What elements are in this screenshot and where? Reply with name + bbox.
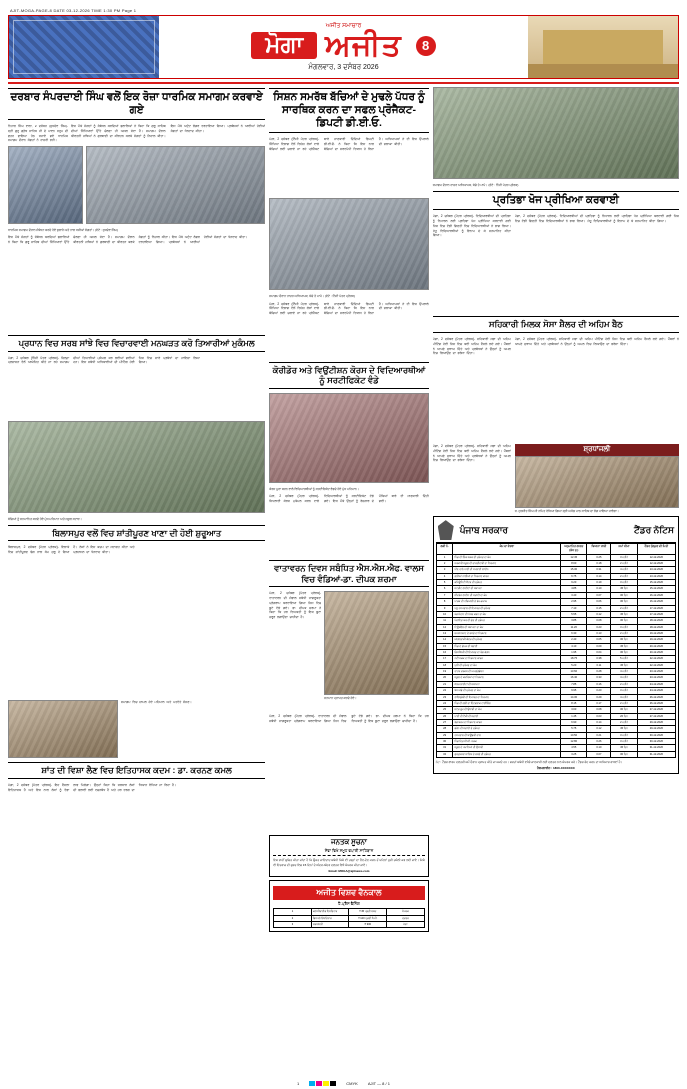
tender-cell: 15 [436,643,453,649]
tender-cell: 0.10 [587,745,611,751]
tender-cell: 12 [436,624,453,630]
tender-cell: ਪੀਣ ਵਾਲੇ ਪਾਣੀ ਦੀ ਸਪਲਾਈ ਲਾਈਨ [453,567,561,573]
tender-cell: 2 [436,560,453,566]
tender-cell: ਵਾਟਰ ਵਰਕਸ ਦੀ ਅਪਗ੍ਰੇਡੇਸ਼ਨ [453,669,561,675]
tender-cell: 0.21 [587,732,611,738]
tender-cell: ਬੱਸ ਅੱਡੇ ਦੀ ਮੁਰੰਮਤ ਦਾ ਕੰਮ [453,688,561,694]
caption-certificate: ਕੋਰਸ ਪੂਰਾ ਕਰਨ ਵਾਲੇ ਵਿਦਿਆਰਥੀਆਂ ਨੂੰ ਸਰਟੀਫਿਕੇਟ ਵੰਡਦੇ ਹੋਏ ਮੁੱਖ ਮਹਿਮਾਨ। [269,486,359,491]
tender-cell: 2 ਮਹੀਨੇ [611,719,637,725]
tender-cell: 23 [436,694,453,700]
tender-cell: 11 [436,618,453,624]
tender-cell: 2.40 [561,637,587,643]
tender-cell: 27 [436,719,453,725]
tender-cell: 27-12-2026 [637,713,675,719]
public-notice-email[interactable]: Email: MOGA@ajitnews.com [328,868,370,873]
page-body [8,87,679,932]
masthead-date: ਮੰਗਲਵਾਰ, 3 ਦਸੰਬਰ 2026 [308,63,379,71]
tender-cell: 1.45 [561,713,587,719]
rate-card-cell: ਡਿਸਪਲੇ ਇਸ਼ਤਿਹਾਰ [311,915,349,921]
tender-cell: ਪਿੰਡ ਵਿਚ ਸੀ.ਸੀ. ਸੜਕ [453,739,561,745]
tender-cell: 0.26 [587,739,611,745]
tender-column-header-0: ਲੜੀ ਨੰ. [436,544,453,555]
tender-cell: 13.60 [561,669,587,675]
column-right [433,87,679,932]
tender-cell: 0.08 [587,618,611,624]
bottom-left-mark: 1 [297,1080,300,1086]
photo-felicitation [324,591,429,695]
tender-cell: 3 ਮਹੀਨੇ [611,580,637,586]
tender-cell: 13-12-2026 [637,573,675,579]
caption-obituary: ਸ. ਸੁਰਜੀਤ ਸਿੰਘ ਜੀ ਨਮਿਤ ਰੱਖਿਆ ਗਿਆ ਸ਼੍ਰੀ ਅਖੰਡ ਪਾਠ ਸਾਹਿਬ ਦਾ ਭੋਗ ਪਾਇਆ ਜਾਵੇਗਾ। [514,508,619,513]
tender-cell: 14 [436,637,453,643]
tender-cell: ਗਲੀਆਂ ਨਾਲੀਆਂ ਦਾ ਨਿਰਮਾਣ ਕਾਰਜ [453,573,561,579]
tender-cell: 2 ਮਹੀਨੇ [611,560,637,566]
tender-cell: ਨਵੀਂ ਸੜਕ ਦਾ ਨਿਰਮਾਣ ਕਾਰਜ [453,656,561,662]
tender-cell: 1 [436,554,453,560]
tender-cell: 4.55 [561,745,587,751]
tender-cell: 0.16 [587,681,611,687]
tender-cell: 0.17 [587,700,611,706]
tender-cell: 0.23 [587,624,611,630]
print-metadata-text: AJIT-MOGA-PAGE-8 DATE 03-12-2026 TIME 1:30 PM Page 1 [10,8,137,13]
tender-cell: 9.20 [561,580,587,586]
tender-cell: ਸਕੂਲ ਦੇ ਕਮਰਿਆਂ ਦਾ ਨਿਰਮਾਣ [453,675,561,681]
tender-cell: 23-12-2026 [637,669,675,675]
tender-cell: 2 ਮਹੀਨੇ [611,700,637,706]
tender-cell: 45 ਦਿਨ [611,726,637,732]
caption-darbar: ਧਾਰਮਿਕ ਸਮਾਗਮ ਦੌਰਾਨ ਸੰਬੋਧਨ ਕਰਦੇ ਹੋਏ ਬੁਲਾਰੇ ਅਤੇ ਨਾਲ ਖੜੀਆਂ ਸੰਗਤਾਂ। (ਫੋਟੋ : ਸੁਖਦੇਵ ਸਿੰਘ) [8,227,118,232]
tender-column-header-2: ਅਨੁਮਾਨਿਤ ਲਾਗਤ (ਲੱਖ ਰੁ.) [561,544,587,555]
headline-sishan-story: ਸਿਸ਼ਨ ਸਮਰੱਥ ਬੱਚਿਆਂ ਦੇ ਮੁਢਲੇ ਪੱਧਰ ਨੂੰ ਸਾਰਥਿਕ ਕਰਨ ਦਾ ਸਫਲ ਪ੍ਰੋਜੈਕਟ-ਡਿਪਟੀ ਡੀ.ਈ.ਓ. [269,88,429,133]
corridor-body-text: ਮੋਗਾ, 2 ਦਸੰਬਰ (ਪੱਤਰ ਪ੍ਰੇਰਕ)- ਸਿਖਲਾਈ ਕੋਰਸ ਮੁਕੰਮਲ ਕਰਨ ਵਾਲੇ ਵਿਦਿਆਰਥੀਆਂ ਨੂੰ ਸਰਟੀਫਿਕੇਟ ਵੰਡੇ ਗਏ। ਇਸ ਮੌਕੇ ਉਨ੍ਹਾਂ ਨੂੰ ਰੋਜ਼ਗਾਰ ਦੇ ਮੌਕਿਆਂ ਬਾਰੇ ਵੀ ਜਾਣਕਾਰੀ ਦਿੱਤੀ ਗਈ। [269,493,429,503]
tender-cell: 18-12-2026 [637,624,675,630]
rate-card-cell: 3 [274,921,312,927]
tender-footer-note: ਨੋਟ : ਟੈਂਡਰ ਫਾਰਮ ਦਫ਼ਤਰੀ ਸਮੇਂ ਦੌਰਾਨ ਪ੍ਰਾਪਤ ਕੀਤੇ ਜਾ ਸਕਦੇ ਹਨ। ਸ਼ਰਤਾਂ ਸਬੰਧੀ ਵਧੇਰੇ ਜਾਣਕਾਰੀ ਲਈ ਦਫ਼ਤਰ ਨਾਲ ਸੰਪਰਕ ਕਰੋ। ਟੈਂਡਰ ਰੱਦ ਕਰਨ ਦਾ ਅਧਿਕਾਰ ਰਾਖਵਾਂ ਹੈ। [435,760,623,765]
tender-cell: ਪੁਲੀ ਦੀ ਮੁਰੰਮਤ ਦਾ ਕੰਮ [453,662,561,668]
rate-card-ad [269,880,429,932]
tender-cell: 3 ਮਹੀਨੇ [611,688,637,694]
rate-card-cell: ਸ਼ਰਧਾਂਜਲੀ [311,921,349,927]
headline-pradhan-story: ਪ੍ਰਧਾਨ ਵਿਚ ਸਰਬ ਸਾਂਝੇ ਵਿਚ ਵਿਚਾਰਵਾਈ ਮਨਘੜਤ ਕਰੋ ਤਿਆਰੀਆਂ ਮੁਕੰਮਲ [8,335,265,352]
tender-cell: 22-12-2026 [637,662,675,668]
notice-divider [273,855,425,856]
pradhan-body-text: ਮੋਗਾ, 2 ਦਸੰਬਰ (ਨਿੱਜੀ ਪੱਤਰ ਪ੍ਰੇਰਕ)- ਜ਼ਿਲ੍ਹਾ ਪ੍ਰਸ਼ਾਸਨ ਵੱਲੋਂ ਆਯੋਜਿਤ ਕੀਤੇ ਜਾ ਰਹੇ ਸਮਾਗਮ ਦੀਆਂ ਤਿਆਰੀਆਂ ਮੁਕੰਮਲ ਕਰ ਲਈਆਂ ਗਈਆਂ ਹਨ। ਇਸ ਸਬੰਧੀ ਅਧਿਕਾਰੀਆਂ ਦੀ ਮੀਟਿੰਗ ਹੋਈ ਜਿਸ ਵਿਚ ਸਾਰੇ ਪ੍ਰਬੰਧਾਂ ਦਾ ਜਾਇਜ਼ਾ ਲਿਆ ਗਿਆ। [8,355,200,365]
tender-cell: 0.10 [587,586,611,592]
tender-cell: 0.07 [587,592,611,598]
tender-cell: ਪਾਰਕ ਦੀ ਹਰਿਆਲੀ ਤੇ ਰੱਖ-ਰਖਾਅ [453,599,561,605]
tender-cell: 29-12-2026 [637,719,675,725]
tender-cell: 0.12 [587,726,611,732]
print-metadata-strip [8,6,679,15]
tender-cell: 26-12-2026 [637,694,675,700]
tender-cell: 0.11 [587,662,611,668]
table-row [436,751,675,757]
tender-cell: 9.95 [561,688,587,694]
tender-cell: 31-12-2026 [637,745,675,751]
caption-school-hall: ਸਮਾਗਮ ਦੌਰਾਨ ਹਾਜ਼ਰ ਅਧਿਆਪਕ, ਬੱਚੇ ਤੇ ਮਾਪੇ। (ਫੋਟੋ : ਨਿੱਜੀ ਪੱਤਰ ਪ੍ਰੇਰਕ) [269,294,355,299]
tender-cell: 0.19 [587,580,611,586]
tender-cell: 3.25 [561,751,587,757]
tender-cell: 0.14 [587,573,611,579]
masthead-top-line: ਅਜੀਤ ਸਮਾਚਾਰ [325,22,362,29]
tender-cell: 30 [436,739,453,745]
tender-cell: 0.33 [587,675,611,681]
tender-column-header-3: ਬਿਆਨਾ ਰਾਸ਼ੀ [587,544,611,555]
column-middle [269,87,429,932]
tender-cell: 29-12-2026 [637,726,675,732]
caption-group-outdoor: ਬੱਚਿਆਂ ਨੂੰ ਸਨਮਾਨਿਤ ਕਰਦੇ ਹੋਏ ਮੁੱਖ ਮਹਿਮਾਨ ਅਤੇ ਸਕੂਲ ਸਟਾਫ। [8,516,82,521]
masthead-center [159,16,528,78]
masthead [8,15,679,79]
tender-cell: 30-12-2026 [637,732,675,738]
tender-column-header-1: ਕੰਮ ਦਾ ਵੇਰਵਾ [453,544,561,555]
shant-body-text: ਮੋਗਾ, 2 ਦਸੰਬਰ (ਪੱਤਰ ਪ੍ਰੇਰਕ)- ਇਹ ਫੈਸਲਾ ਇਤਿਹਾਸਕ ਹੈ ਅਤੇ ਇਸ ਨਾਲ ਲੋਕਾਂ ਨੂੰ ਵੱਡਾ ਲਾਭ ਮਿਲੇਗਾ। ਉਨ੍ਹਾਂ ਕਿਹਾ ਕਿ ਸਰਕਾਰ ਲੋਕਾਂ ਦੀ ਭਲਾਈ ਲਈ ਵਚਨਬੱਧ ਹੈ ਅਤੇ ਹਰ ਵਰਗ ਦਾ ਧਿਆਨ ਰੱਖਿਆ ਜਾ ਰਿਹਾ ਹੈ। [8,783,177,792]
tender-column-header-5: ਟੈਂਡਰ ਖੁੱਲ੍ਹਣ ਦੀ ਮਿਤੀ [637,544,675,555]
tender-cell: 31 [436,745,453,751]
tender-cell: 17-12-2026 [637,605,675,611]
environment-body-text-2: ਮੋਗਾ, 2 ਦਸੰਬਰ (ਪੱਤਰ ਪ੍ਰੇਰਕ)- ਵਾਤਾਵਰਨ ਦੀ ਸੰਭਾਲ ਸਬੰਧੀ ਜਾਗਰੂਕਤਾ ਪ੍ਰੋਗਰਾਮ ਕਰਵਾਇਆ ਗਿਆ ਜਿਸ ਵਿਚ ਬੂਟੇ ਵੰਡੇ ਗਏ। ਡਾ. ਦੀਪਕ ਸ਼ਰਮਾ ਨੇ ਕਿਹਾ ਕਿ ਹਰ ਵਿਅਕਤੀ ਨੂੰ ਇਕ ਬੂਟਾ ਜ਼ਰੂਰ ਲਗਾਉਣਾ ਚਾਹੀਦਾ ਹੈ। [269,714,429,724]
tender-cell: 0.09 [587,643,611,649]
tender-cell: 20-12-2026 [637,643,675,649]
tender-cell: 3 [436,567,453,573]
tender-cell: 15.30 [561,567,587,573]
rate-card-sub: ਹੈ-ਪ੍ਰੈਸ ਵੈਨਿੰਗ [338,901,360,907]
tender-cell: 16 [436,650,453,656]
tender-cell: 6.75 [561,573,587,579]
tender-cell: ਡਿਸਪੈਂਸਰੀ ਦੀ ਇਮਾਰਤ ਦਾ ਰੰਗ-ਰੋਗਨ [453,650,561,656]
list-item [274,921,425,927]
tender-cell: 24-12-2026 [637,681,675,687]
tender-government-label: ਪੰਜਾਬ ਸਰਕਾਰ [459,524,508,535]
tender-cell: 14.30 [561,694,587,700]
press-bottom-strip [0,1077,687,1089]
tender-cell: 30 ਦਿਨ [611,637,637,643]
tender-notice-label: ਟੈਂਡਰ ਨੋਟਿਸ [633,524,674,535]
rate-card-cell: ਦਫ਼ਤਰ [387,915,425,921]
tender-cell: 8.60 [561,560,587,566]
tender-cell: 0.08 [587,707,611,713]
left-filler-text: ਮੋਗਾ, 2 ਦਸੰਬਰ (ਪੱਤਰ ਪ੍ਰੇਰਕ)- ਸਹਿਕਾਰੀ ਸਭਾ ਦੀ ਅਹਿਮ ਮੀਟਿੰਗ ਹੋਈ ਜਿਸ ਵਿਚ ਕਈ ਅਹਿਮ ਫੈਸਲੇ ਲਏ ਗਏ। ਮੈਂਬਰਾਂ ਨੇ ਆਪਣੇ ਸੁਝਾਅ ਦਿੱਤੇ ਅਤੇ ਪ੍ਰਬੰਧਕਾਂ ਨੇ ਉਨ੍ਹਾਂ ਨੂੰ ਅਮਲ ਵਿਚ ਲਿਆਉਣ ਦਾ ਭਰੋਸਾ ਦਿੱਤਾ। [432,443,511,463]
tender-cell: 3.85 [561,618,587,624]
photo-speaker [8,146,83,224]
tender-cell: ਪਿੰਡ ਦੀ ਗਲੀ ਦਾ ਇੰਟਰਲਾਕ ਟਾਈਲਿੰਗ [453,700,561,706]
tender-cell: ਹਸਪਤਾਲ ਦੀ ਬਾਊਂਡਰੀ ਵਾਲ [453,732,561,738]
tender-cell: 15-12-2026 [637,580,675,586]
tender-cell: 10 [436,611,453,617]
tender-cell: 30 ਦਿਨ [611,751,637,757]
environment-body-text: ਮੋਗਾ, 2 ਦਸੰਬਰ (ਪੱਤਰ ਪ੍ਰੇਰਕ)- ਵਾਤਾਵਰਨ ਦੀ ਸੰਭਾਲ ਸਬੰਧੀ ਜਾਗਰੂਕਤਾ ਪ੍ਰੋਗਰਾਮ ਕਰਵਾਇਆ ਗਿਆ ਜਿਸ ਵਿਚ ਬੂਟੇ ਵੰਡੇ ਗਏ। ਡਾ. ਦੀਪਕ ਸ਼ਰਮਾ ਨੇ ਕਿਹਾ ਕਿ ਹਰ ਵਿਅਕਤੀ ਨੂੰ ਇਕ ਬੂਟਾ ਜ਼ਰੂਰ ਲਗਾਉਣਾ ਚਾਹੀਦਾ ਹੈ। [269,591,322,620]
tender-cell: 12-12-2026 [637,560,675,566]
tender-cell: ਟਿਊਬਵੈੱਲ ਦੀ ਸਥਾਪਨਾ ਦਾ ਕੰਮ [453,624,561,630]
tender-cell: 20 ਦਿਨ [611,713,637,719]
masthead-right-illustration [528,16,678,78]
tender-cell: 20-12-2026 [637,650,675,656]
public-notice-title: ਜਨਤਕ ਸੂਚਨਾ [331,839,367,847]
tender-cell: 32 [436,751,453,757]
tender-cell: 30 ਦਿਨ [611,592,637,598]
tender-cell: 4 ਮਹੀਨੇ [611,694,637,700]
darbar-byline: ਨਿਹਾਲ ਸਿੰਘ ਵਾਲਾ, 2 ਦਸੰਬਰ (ਸੁਖਦੇਵ ਸਿੰਘ)- ਸ੍ਰੀ ਗੁਰੂ ਗ੍ਰੰਥ ਸਾਹਿਬ ਜੀ ਦੇ ਪਾਵਨ ਸਰੂਪ ਦੀ ਛਤਰ ਛਾਇਆ ਹੇਠ ਸਜਾਏ ਗਏ ਧਾਰਮਿਕ ਸਮਾਗਮ ਦੌਰਾਨ ਸੰਗਤਾਂ ਨੇ ਹਾਜ਼ਰੀ ਭਰੀ। [8,124,68,143]
rate-card-cell: ₹ 120 ਪ੍ਰਤੀ ਸੈ.ਮੀ. [349,915,387,921]
tender-cell: 16.40 [561,675,587,681]
tender-cell: 22 [436,688,453,694]
photo-school-hall [269,198,429,290]
tender-cell: ਸ਼ਮਸ਼ਾਨਘਾਟ ਦੇ ਰਸਤੇ ਦਾ ਨਿਰਮਾਣ [453,630,561,636]
tender-cell: 19-12-2026 [637,637,675,643]
tender-cell: 3.60 [561,707,587,713]
tender-cell: ਸੀਵਰੇਜ ਲਾਈਨ ਦੀ ਸਫ਼ਾਈ ਦਾ ਕੰਮ [453,592,561,598]
tender-cell: 26-12-2026 [637,700,675,706]
tender-cell: 9 [436,605,453,611]
photo-indoor-meeting [8,700,118,758]
headline-environment-story: ਵਾਤਾਵਰਨ ਦਿਵਸ ਸਬੰਧਿਤ ਐਸ.ਐਸ.ਐਫ. ਵਾਲਸ ਵਿਚ ਵੰਡਿਆਂ-ਡਾ. ਦੀਪਕ ਸ਼ਰਮਾ [269,560,429,587]
tender-cell: 12.45 [561,554,587,560]
government-emblem-icon [438,520,454,540]
tender-cell: 2.95 [561,599,587,605]
tender-cell: 30 ਦਿਨ [611,618,637,624]
tender-cell: 45 ਦਿਨ [611,745,637,751]
rate-card-table [273,908,425,928]
tender-cell: 13-12-2026 [637,567,675,573]
tender-cell: ਪਿੰਡ ਦੇ ਛੱਪੜ ਦੀ ਸਫ਼ਾਈ [453,643,561,649]
tender-cell: 29 [436,732,453,738]
tender-cell: ਸਕੂਲ ਦੇ ਪਖਾਨਿਆਂ ਦੀ ਉਸਾਰੀ [453,745,561,751]
tender-cell: ਗੁਰਦੁਆਰਾ ਸਾਹਿਬ ਦੇ ਰਸਤੇ ਦੀ ਮੁਰੰਮਤ [453,751,561,757]
rate-card-cell: 2 [274,915,312,921]
tender-cell: 4.85 [561,586,587,592]
tender-cell: 18.75 [561,656,587,662]
tender-cell: 30 ਦਿਨ [611,707,637,713]
tender-cell: 2 ਮਹੀਨੇ [611,573,637,579]
tender-cell: 10.50 [561,732,587,738]
tender-cell: 2 ਮਹੀਨੇ [611,681,637,687]
tender-cell: 5 ਮਹੀਨੇ [611,656,637,662]
rate-card-cell: ₹ 900 [349,921,387,927]
tender-column-header-4: ਸਮਾਂ ਸੀਮਾ [611,544,637,555]
photo-obituary-portrait [515,456,679,508]
tender-cell: 0.07 [587,751,611,757]
tender-cell: 0.03 [587,713,611,719]
tender-cell: 6.90 [561,719,587,725]
tender-cell: 0.15 [587,605,611,611]
rate-card-cell: ਕਲਾਸੀਫਾਈਡ ਇਸ਼ਤਿਹਾਰ [311,909,349,915]
masthead-divider [8,82,679,84]
tender-cell: 18-12-2026 [637,618,675,624]
tender-cell: 25 [436,707,453,713]
tender-helpline: ਹੈਲਪਲਾਈਨ : 1800-XXXXXXX [537,766,575,771]
tender-cell: ਲਾਇਬ੍ਰੇਰੀ ਦੀ ਇਮਾਰਤ ਦਾ ਨਿਰਮਾਣ [453,694,561,700]
tender-cell: 12-12-2026 [637,554,675,560]
tender-cell: 16-12-2026 [637,599,675,605]
tender-cell: 31-12-2026 [637,751,675,757]
headline-pratibha-story: ਪ੍ਰਤਿਭਾ ਖੋਜ ਪ੍ਰੀਖਿਆ ਕਰਵਾਈ [433,191,679,210]
temple-base-graphic [528,64,678,78]
tender-cell: 0.18 [587,560,611,566]
tender-table [436,543,676,758]
tender-cell: 45 ਦਿਨ [611,586,637,592]
tender-cell: 19-12-2026 [637,630,675,636]
masthead-title-wrap [251,28,435,62]
tender-cell: 4 ਮਹੀਨੇ [611,675,637,681]
column-left [8,87,265,932]
headline-corridor-story: ਕੋਰੀਡੋਰ ਅਤੇ ਵਿਉਂਟੀਸ਼ਨ ਕੋਰਸ ਦੇ ਵਿਦਿਆਰਥੀਆਂ ਨੂੰ ਸਰਟੀਫਿਕੇਟ ਵੰਡੇ [269,362,429,389]
tender-cell: 0.13 [587,630,611,636]
tender-cell: 13 [436,630,453,636]
tender-cell: 30-12-2026 [637,739,675,745]
tender-cell: 45 ਦਿਨ [611,662,637,668]
rate-card-cell: ਮੋਗਾ [387,921,425,927]
tender-cell: 2 ਮਹੀਨੇ [611,630,637,636]
tender-cell: 7.10 [561,605,587,611]
sishan-body-text: ਮੋਗਾ, 2 ਦਸੰਬਰ (ਨਿੱਜੀ ਪੱਤਰ ਪ੍ਰੇਰਕ)- ਸਿੱਖਿਆ ਵਿਭਾਗ ਵੱਲੋਂ ਵਿਸ਼ੇਸ਼ ਲੋੜਾਂ ਵਾਲੇ ਬੱਚਿਆਂ ਲਈ ਚਲਾਏ ਜਾ ਰਹੇ ਪ੍ਰੋਜੈਕਟ ਬਾਰੇ ਜਾਣਕਾਰੀ ਦਿੰਦਿਆਂ ਡਿਪਟੀ ਡੀ.ਈ.ਓ. ਨੇ ਕਿਹਾ ਕਿ ਇਸ ਨਾਲ ਬੱਚਿਆਂ ਦਾ ਸਰਵਪੱਖੀ ਵਿਕਾਸ ਹੋ ਰਿਹਾ ਹੈ। ਅਧਿਆਪਕਾਂ ਨੇ ਵੀ ਇਸ ਉਪਰਾਲੇ ਦੀ ਸ਼ਲਾਘਾ ਕੀਤੀ। [269,137,429,151]
tender-cell: 22-12-2026 [637,656,675,662]
tender-cell: ਆਂਗਣਵਾੜੀ ਕੇਂਦਰ ਦੀ ਮੁਰੰਮਤ [453,637,561,643]
tender-cell: 7.85 [561,681,587,687]
headline-milk-society-story: ਸਹਿਕਾਰੀ ਮਿਲਕ ਸੋਸਾ ਸ਼ੈਲਰ ਦੀ ਅਹਿਮ ਬੈਠ [433,316,679,333]
tender-cell: 0.20 [587,688,611,694]
rate-card-cell: ₹ 45 ਪ੍ਰਤੀ ਸ਼ਬਦ [349,909,387,915]
tender-cell: 0.25 [587,554,611,560]
cmyk-registration-icon [309,1081,336,1086]
caption-felicitation: ਸਨਮਾਨ ਪ੍ਰਾਪਤ ਕਰਦੇ ਹੋਏ। [324,696,357,701]
tender-cell: 5.75 [561,726,587,732]
photo-congregation [86,146,265,224]
tender-cell: ਸਟੋਰ ਰੂਮ ਦੀ ਉਸਾਰੀ ਦਾ ਕੰਮ [453,707,561,713]
tender-cell: 1.95 [561,650,587,656]
tender-cell: ਸਰਕਾਰੀ ਸਕੂਲ ਦੀ ਚਾਰਦੀਵਾਰੀ ਦਾ ਨਿਰਮਾਣ [453,560,561,566]
tender-cell: 28 [436,726,453,732]
tender-cell: ਕਮਿਊਨਿਟੀ ਸੈਂਟਰ ਦੀ ਮੁਰੰਮਤ [453,580,561,586]
tender-cell: ਪੰਚਾਇਤ ਘਰ ਦੀ ਛੱਤ ਦੀ ਮੁਰੰਮਤ [453,618,561,624]
bottom-right-mark: AJIT — 8 / 1 [367,1080,390,1086]
tender-cell: 45 ਦਿਨ [611,643,637,649]
tender-cell: 45 ਦਿਨ [611,611,637,617]
tender-cell: 17-12-2026 [637,611,675,617]
tender-cell: 26 [436,713,453,719]
tender-cell: 16-12-2026 [637,592,675,598]
tender-cell: ਰੋਡ ਬਰਮ ਦਾ ਨਿਰਮਾਣ ਕਾਰਜ [453,719,561,725]
tender-cell: 5.55 [561,611,587,617]
rate-card-cell: 1 [274,909,312,915]
tender-cell: 27-12-2026 [637,707,675,713]
tender-cell: 0.05 [587,637,611,643]
tender-cell: 5 [436,580,453,586]
tender-cell: 21 [436,681,453,687]
tender-cell: 0.38 [587,656,611,662]
headline-darbar-story: ਦਰਬਾਰ ਸੰਪਰਦਾਈ ਸਿੰਘ ਵਲੋਂ ਇਕ ਰੋਜ਼ਾ ਧਾਰਮਿਕ ਸਮਾਗਮ ਕਰਵਾਏ ਗਏ [8,88,265,120]
tender-cell: 3.40 [561,592,587,598]
tender-cell: 0.06 [587,599,611,605]
photo-top-right-event [433,87,679,179]
tender-cell: 6 [436,586,453,592]
tender-cell: 7 [436,592,453,598]
masthead-left-ornament [9,16,159,78]
tender-cell: 3 ਮਹੀਨੇ [611,554,637,560]
rate-card-cell: ਸੰਪਰਕ [387,909,425,915]
tender-cell: 0.28 [587,669,611,675]
tender-cell: 20 [436,675,453,681]
tender-cell: 8 [436,599,453,605]
public-notice-subtitle: ਸੇਵਾ ਵਿਖੇ ਸਮੂਹ ਵਪਾਰੀ ਸਾਹਿਬਾਨ [324,848,374,854]
pratibha-body-text-2: ਮੋਗਾ, 2 ਦਸੰਬਰ (ਪੱਤਰ ਪ੍ਰੇਰਕ)- ਵਿਦਿਆਰਥੀਆਂ ਦੀ ਪ੍ਰਤਿਭਾ ਨੂੰ ਨਿਖਾਰਨ ਲਈ ਪ੍ਰਤਿਭਾ ਖੋਜ ਪ੍ਰੀਖਿਆ ਕਰਵਾਈ ਗਈ ਜਿਸ ਵਿਚ ਵੱਡੀ ਗਿਣਤੀ ਵਿਚ ਵਿਦਿਆਰਥੀਆਂ ਨੇ ਭਾਗ ਲਿਆ। ਜੇਤੂ ਵਿਦਿਆਰਥੀਆਂ ਨੂੰ ਇਨਾਮ ਦੇ ਕੇ ਸਨਮਾਨਿਤ ਕੀਤਾ ਗਿਆ। [514,214,679,224]
obituary-banner: ਸ਼੍ਰਧਾਂਜਲੀ [515,444,679,456]
tender-cell: 12.80 [561,739,587,745]
tender-cell: 4 ਮਹੀਨੇ [611,567,637,573]
tender-cell: 4.10 [561,643,587,649]
milk-society-body-text-2: ਮੋਗਾ, 2 ਦਸੰਬਰ (ਪੱਤਰ ਪ੍ਰੇਰਕ)- ਸਹਿਕਾਰੀ ਸਭਾ ਦੀ ਅਹਿਮ ਮੀਟਿੰਗ ਹੋਈ ਜਿਸ ਵਿਚ ਕਈ ਅਹਿਮ ਫੈਸਲੇ ਲਏ ਗਏ। ਮੈਂਬਰਾਂ ਨੇ ਆਪਣੇ ਸੁਝਾਅ ਦਿੱਤੇ ਅਤੇ ਪ੍ਰਬੰਧਕਾਂ ਨੇ ਉਨ੍ਹਾਂ ਨੂੰ ਅਮਲ ਵਿਚ ਲਿਆਉਣ ਦਾ ਭਰੋਸਾ ਦਿੱਤਾ। [514,336,679,346]
page-number-badge: 8 [416,36,436,56]
tender-cell: 19 [436,669,453,675]
tender-cell: 30 ਦਿਨ [611,599,637,605]
tender-cell: 23-12-2026 [637,675,675,681]
tender-cell: 11.20 [561,624,587,630]
tender-cell: ਸਟਰੀਟ ਲਾਈਟਾਂ ਦੀ ਸਥਾਪਨਾ [453,586,561,592]
tender-cell: ਪਿੰਡ ਦੀ ਲਿੰਕ ਸੜਕ ਦੀ ਮੁਰੰਮਤ ਦਾ ਕੰਮ [453,554,561,560]
tender-cell: ਖੇਡ ਮੈਦਾਨ ਦੀ ਪੱਧਰ ਕਰਨ ਦਾ ਕੰਮ [453,611,561,617]
pratibha-body-text: ਮੋਗਾ, 2 ਦਸੰਬਰ (ਪੱਤਰ ਪ੍ਰੇਰਕ)- ਵਿਦਿਆਰਥੀਆਂ ਦੀ ਪ੍ਰਤਿਭਾ ਨੂੰ ਨਿਖਾਰਨ ਲਈ ਪ੍ਰਤਿਭਾ ਖੋਜ ਪ੍ਰੀਖਿਆ ਕਰਵਾਈ ਗਈ ਜਿਸ ਵਿਚ ਵੱਡੀ ਗਿਣਤੀ ਵਿਚ ਵਿਦਿਆਰਥੀਆਂ ਨੇ ਭਾਗ ਲਿਆ। ਜੇਤੂ ਵਿਦਿਆਰਥੀਆਂ ਨੂੰ ਇਨਾਮ ਦੇ ਕੇ ਸਨਮਾਨਿਤ ਕੀਤਾ ਗਿਆ। [432,214,511,238]
tender-cell: 3 ਮਹੀਨੇ [611,624,637,630]
public-notice-box [269,835,429,877]
tender-cell: 8.15 [561,700,587,706]
tender-cell: 0.14 [587,719,611,725]
tender-cell: ਸੋਲਰ ਲਾਈਟਾਂ ਦੀ ਸਥਾਪਨਾ [453,681,561,687]
tender-header [436,519,676,543]
headline-bilaspur-story: ਬਿਲਾਸਪੁਰ ਵਲੋਂ ਵਿਚ ਸ਼ਾਂਤੀਪੂਰਣ ਖਾਣਾ ਦੀ ਹੋਈ ਸ਼ੁਰੂਆਤ [8,525,265,542]
tender-cell: 24-12-2026 [637,688,675,694]
tender-cell: ਪਸ਼ੂ ਹਸਪਤਾਲ ਦੀ ਇਮਾਰਤ ਦੀ ਮੁਰੰਮਤ [453,605,561,611]
tender-cell: 4 [436,573,453,579]
tender-cell: 6.30 [561,630,587,636]
tender-cell: 3 ਮਹੀਨੇ [611,739,637,745]
tender-cell: 30 ਦਿਨ [611,650,637,656]
rate-card-strip: ਅਜੀਤ ਵਿਸ਼ਵ ਵੈਨਕਾਲ [273,886,425,900]
tender-cell: 17 [436,656,453,662]
tender-cell: 0.31 [587,567,611,573]
public-notice-body: ਇਸ ਰਾਹੀਂ ਸੂਚਿਤ ਕੀਤਾ ਜਾਂਦਾ ਹੈ ਕਿ ਉਕਤ ਜਾਇਦਾਦ ਸਬੰਧੀ ਕਿਸੇ ਵੀ ਤਰ੍ਹਾਂ ਦਾ ਲੈਣ-ਦੇਣ ਕਰਨ ਤੋਂ ਪਹਿਲਾਂ ਪੂਰੀ ਤਸੱਲੀ ਕਰ ਲਈ ਜਾਵੇ। ਕਿਸੇ ਵੀ ਇਤਰਾਜ਼ ਦੀ ਸੂਰਤ ਵਿਚ 15 ਦਿਨਾਂ ਦੇ ਅੰਦਰ-ਅੰਦਰ ਦਫ਼ਤਰ ਵਿਖੇ ਸੰਪਰਕ ਕੀਤਾ ਜਾਵੇ। [273,858,425,867]
photo-group-outdoor [8,421,265,513]
tender-cell: 24 [436,700,453,706]
tender-notice-box [433,516,679,773]
tender-cell: 15-12-2026 [637,586,675,592]
tender-cell: 0.29 [587,694,611,700]
bottom-center-mark: CMYK [346,1080,358,1086]
photo-certificate-distribution [269,393,429,483]
tender-cell: ਡਰੇਨ ਦੀ ਸਫ਼ਾਈ ਤੇ ਮੁਰੰਮਤ [453,726,561,732]
tender-cell: 3 ਮਹੀਨੇ [611,732,637,738]
masthead-edition-name: ਮੋਗਾ [251,32,317,59]
tender-cell: 4 ਮਹੀਨੇ [611,669,637,675]
tender-cell: ਪਾਣੀ ਦੀ ਟੈਂਕੀ ਦੀ ਸਫ਼ਾਈ [453,713,561,719]
tender-cell: 18 [436,662,453,668]
sishan-body-text-2: ਮੋਗਾ, 2 ਦਸੰਬਰ (ਨਿੱਜੀ ਪੱਤਰ ਪ੍ਰੇਰਕ)- ਸਿੱਖਿਆ ਵਿਭਾਗ ਵੱਲੋਂ ਵਿਸ਼ੇਸ਼ ਲੋੜਾਂ ਵਾਲੇ ਬੱਚਿਆਂ ਲਈ ਚਲਾਏ ਜਾ ਰਹੇ ਪ੍ਰੋਜੈਕਟ ਬਾਰੇ ਜਾਣਕਾਰੀ ਦਿੰਦਿਆਂ ਡਿਪਟੀ ਡੀ.ਈ.ਓ. ਨੇ ਕਿਹਾ ਕਿ ਇਸ ਨਾਲ ਬੱਚਿਆਂ ਦਾ ਸਰਵਪੱਖੀ ਵਿਕਾਸ ਹੋ ਰਿਹਾ ਹੈ। ਅਧਿਆਪਕਾਂ ਨੇ ਵੀ ਇਸ ਉਪਰਾਲੇ ਦੀ ਸ਼ਲਾਘਾ ਕੀਤੀ। [269,301,429,316]
milk-society-body-text: ਮੋਗਾ, 2 ਦਸੰਬਰ (ਪੱਤਰ ਪ੍ਰੇਰਕ)- ਸਹਿਕਾਰੀ ਸਭਾ ਦੀ ਅਹਿਮ ਮੀਟਿੰਗ ਹੋਈ ਜਿਸ ਵਿਚ ਕਈ ਅਹਿਮ ਫੈਸਲੇ ਲਏ ਗਏ। ਮੈਂਬਰਾਂ ਨੇ ਆਪਣੇ ਸੁਝਾਅ ਦਿੱਤੇ ਅਤੇ ਪ੍ਰਬੰਧਕਾਂ ਨੇ ਉਨ੍ਹਾਂ ਨੂੰ ਅਮਲ ਵਿਚ ਲਿਆਉਣ ਦਾ ਭਰੋਸਾ ਦਿੱਤਾ। [432,336,511,356]
caption-top-right-event: ਸਮਾਗਮ ਦੌਰਾਨ ਹਾਜ਼ਰ ਅਧਿਆਪਕ, ਬੱਚੇ ਤੇ ਮਾਪੇ। (ਫੋਟੋ : ਨਿੱਜੀ ਪੱਤਰ ਪ੍ਰੇਰਕ) [432,183,519,187]
headline-shant-story: ਸ਼ਾਂਤ ਦੀ ਵਿਸ਼ਾ ਲੈਣ ਵਿਚ ਇਤਿਹਾਸਕ ਕਦਮ : ਡਾ. ਕਰਨਣ ਕਮਲ [8,762,265,779]
tender-cell: 2 ਮਹੀਨੇ [611,605,637,611]
bilaspur-body-text: ਬਿਲਾਸਪੁਰ, 2 ਦਸੰਬਰ (ਪੱਤਰ ਪ੍ਰੇਰਕ)- ਇਲਾਕੇ ਵਿਚ ਸ਼ਾਂਤੀਪੂਰਣ ਢੰਗ ਨਾਲ ਕੰਮ ਸ਼ੁਰੂ ਹੋ ਗਿਆ ਹੈ। ਲੋਕਾਂ ਨੇ ਇਸ ਕਦਮ ਦਾ ਸਵਾਗਤ ਕੀਤਾ ਅਤੇ ਪ੍ਰਸ਼ਾਸਨ ਦਾ ਧੰਨਵਾਦ ਕੀਤਾ। [8,545,135,555]
darbar-lead-text: ਇਸ ਮੌਕੇ ਸੰਗਤਾਂ ਨੂੰ ਸੰਬੋਧਨ ਕਰਦਿਆਂ ਬੁਲਾਰਿਆਂ ਨੇ ਕਿਹਾ ਕਿ ਗੁਰੂ ਸਾਹਿਬ ਦੀਆਂ ਸਿੱਖਿਆਵਾਂ ਉੱਤੇ ਚੱਲਣਾ ਹੀ ਅਸਲ ਸੇਵਾ ਹੈ। ਸਮਾਗਮ ਦੌਰਾਨ ਕੀਰਤਨੀ ਜਥਿਆਂ ਨੇ ਗੁਰਬਾਣੀ ਦਾ ਕੀਰਤਨ ਕਰਕੇ ਸੰਗਤਾਂ ਨੂੰ ਨਿਹਾਲ ਕੀਤਾ। ਇਸ ਮੌਕੇ ਅਟੁੱਟ ਲੰਗਰ ਵਰਤਾਇਆ ਗਿਆ। ਪ੍ਰਬੰਧਕਾਂ ਨੇ ਆਈਆਂ ਹੋਈਆਂ ਸੰਗਤਾਂ ਦਾ ਧੰਨਵਾਦ ਕੀਤਾ। [71,124,266,138]
darbar-body-text: ਇਸ ਮੌਕੇ ਸੰਗਤਾਂ ਨੂੰ ਸੰਬੋਧਨ ਕਰਦਿਆਂ ਬੁਲਾਰਿਆਂ ਨੇ ਕਿਹਾ ਕਿ ਗੁਰੂ ਸਾਹਿਬ ਦੀਆਂ ਸਿੱਖਿਆਵਾਂ ਉੱਤੇ ਚੱਲਣਾ ਹੀ ਅਸਲ ਸੇਵਾ ਹੈ। ਸਮਾਗਮ ਦੌਰਾਨ ਕੀਰਤਨੀ ਜਥਿਆਂ ਨੇ ਗੁਰਬਾਣੀ ਦਾ ਕੀਰਤਨ ਕਰਕੇ ਸੰਗਤਾਂ ਨੂੰ ਨਿਹਾਲ ਕੀਤਾ। ਇਸ ਮੌਕੇ ਅਟੁੱਟ ਲੰਗਰ ਵਰਤਾਇਆ ਗਿਆ। ਪ੍ਰਬੰਧਕਾਂ ਨੇ ਆਈਆਂ ਹੋਈਆਂ ਸੰਗਤਾਂ ਦਾ ਧੰਨਵਾਦ ਕੀਤਾ। [8,234,248,244]
tender-cell: 0.12 [587,611,611,617]
tender-cell: 0.04 [587,650,611,656]
masthead-paper-name: ਅਜੀਤ [325,28,402,62]
caption-indoor-meeting: ਸਮਾਗਮ ਵਿਚ ਸ਼ਾਮਲ ਹੋਏ ਮਹਿਮਾਨ ਅਤੇ ਪਤਵੰਤੇ ਸੱਜਣ। [121,700,192,705]
tender-cell: 5.20 [561,662,587,668]
